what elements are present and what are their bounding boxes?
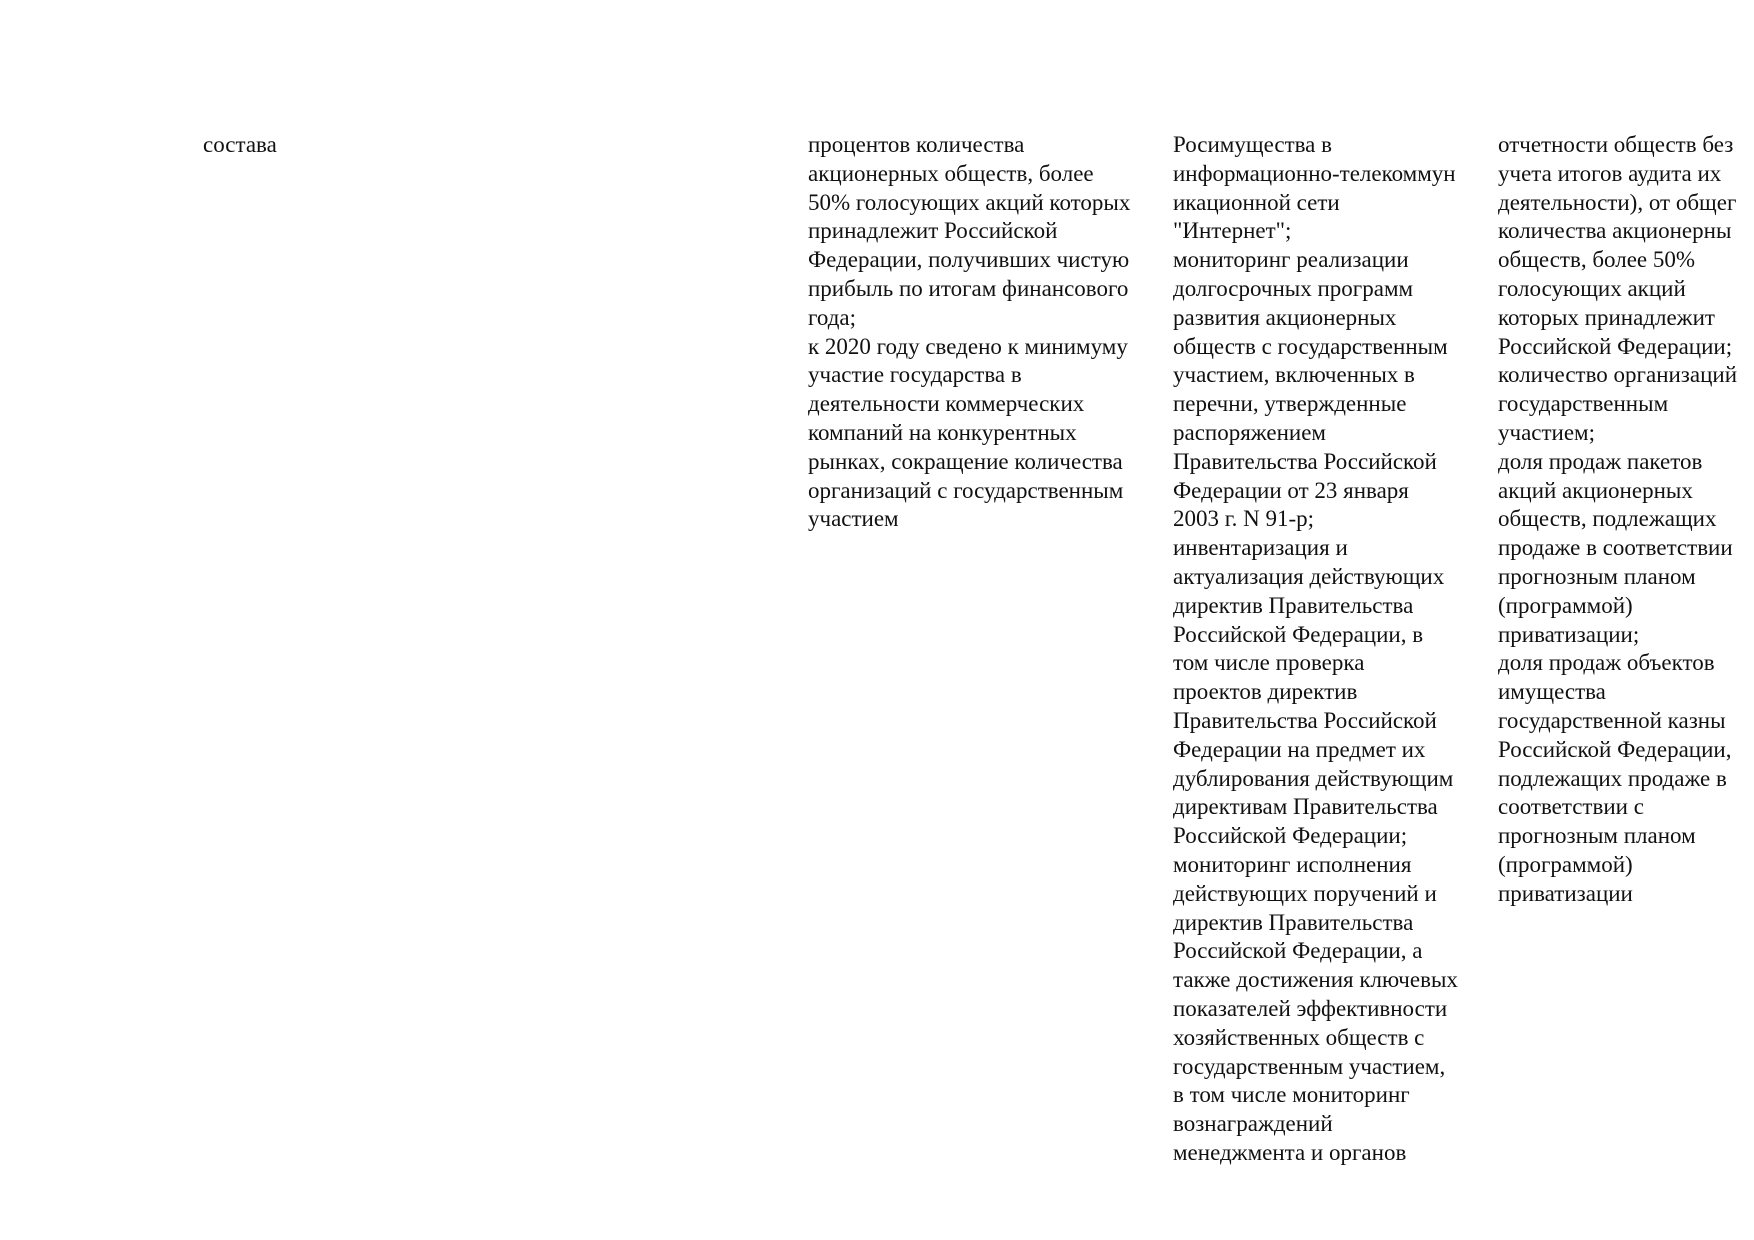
text-line: обществ, более 50% [1498, 247, 1696, 273]
text-line: имущества [1498, 679, 1606, 705]
text-line: хозяйственных обществ с [1173, 1024, 1425, 1050]
text-line: Российской Федерации, [1498, 736, 1732, 762]
text-line: Федерации от 23 января [1173, 477, 1409, 503]
text-line: том числе проверка [1173, 650, 1365, 676]
text-line: мониторинг исполнения [1173, 851, 1412, 877]
text-line: икационной сети [1173, 189, 1340, 215]
text-line: государственной казны [1498, 707, 1726, 733]
text-line: состава [203, 132, 277, 157]
text-line: проектов директив [1173, 679, 1358, 705]
text-line: участием, включенных в [1173, 362, 1415, 388]
text-line: показателей эффективности [1173, 995, 1448, 1021]
text-line: Российской Федерации; [1498, 333, 1733, 359]
text-line: соответствии с [1498, 794, 1644, 820]
text-line: Федерации на предмет их [1173, 736, 1426, 762]
text-line: 2003 г. N 91-р; [1173, 506, 1314, 532]
text-line: Росимущества в [1173, 132, 1332, 157]
text-line: прогнозным планом [1498, 563, 1696, 589]
text-line: государственным участием, [1173, 1053, 1446, 1079]
table-cell-column-4 [1498, 131, 1754, 909]
text-line: "Интернет"; [1173, 218, 1292, 244]
text-line: вознаграждений [1173, 1111, 1333, 1137]
text-line: доля продаж объектов [1498, 650, 1715, 676]
text-line: продаже в соответствии [1498, 535, 1733, 561]
text-line: директив Правительства [1173, 592, 1414, 618]
text-line: Федерации, получивших чистую [808, 247, 1130, 273]
text-line: Российской Федерации; [1173, 823, 1408, 849]
text-line: Российской Федерации, в [1173, 621, 1424, 647]
text-line: мониторинг реализации [1173, 247, 1409, 273]
text-line: Правительства Российской [1173, 707, 1437, 733]
text-line: долгосрочных программ [1173, 275, 1414, 301]
text-line: Российской Федерации, а [1173, 938, 1423, 964]
text-line: отчетности обществ без [1498, 132, 1734, 157]
text-line: директивам Правительства [1173, 794, 1438, 820]
text-line: организаций с государственным [808, 477, 1124, 503]
text-line: учета итогов аудита их [1498, 160, 1722, 186]
table-cell-column-2 [808, 131, 1168, 534]
text-line: участие государства в [808, 362, 1022, 388]
text-line: обществ, подлежащих [1498, 506, 1717, 532]
text-line: (программой) [1498, 851, 1633, 877]
text-line: процентов количества [808, 132, 1025, 157]
text-line: Правительства Российской [1173, 448, 1437, 474]
text-line: доля продаж пакетов [1498, 448, 1703, 474]
text-line: рынках, сокращение количества [808, 448, 1123, 474]
text-line: в том числе мониторинг [1173, 1082, 1410, 1108]
text-line: менеджмента и органов [1173, 1139, 1407, 1165]
text-line: приватизации; [1498, 621, 1640, 647]
text-line: количества акционерны [1498, 218, 1732, 244]
text-line: (программой) [1498, 592, 1633, 618]
text-line: которых принадлежит [1498, 304, 1715, 330]
text-line: акционерных обществ, более [808, 160, 1094, 186]
table-cell-column-1 [203, 131, 763, 160]
text-line: прогнозным планом [1498, 823, 1696, 849]
text-line: количество организаций [1498, 362, 1738, 388]
text-line: обществ с государственным [1173, 333, 1448, 359]
text-line: года; [808, 304, 856, 330]
text-line: развития акционерных [1173, 304, 1397, 330]
text-line: голосующих акций [1498, 275, 1686, 301]
text-line: также достижения ключевых [1173, 967, 1458, 993]
text-line: прибыль по итогам финансового [808, 275, 1129, 301]
text-line: акций акционерных [1498, 477, 1693, 503]
text-line: государственным [1498, 391, 1669, 417]
text-line: инвентаризация и [1173, 535, 1348, 561]
text-line: деятельности коммерческих [808, 391, 1085, 417]
text-line: актуализация действующих [1173, 563, 1445, 589]
text-line: информационно-телекоммун [1173, 160, 1456, 186]
text-line: действующих поручений и [1173, 880, 1437, 906]
text-line: участием [808, 506, 899, 532]
text-line: перечни, утвержденные [1173, 391, 1407, 417]
text-line: участием; [1498, 419, 1595, 445]
text-line: к 2020 году сведено к минимуму [808, 333, 1128, 359]
table-cell-column-3 [1173, 131, 1493, 1168]
text-line: подлежащих продаже в [1498, 765, 1727, 791]
text-line: 50% голосующих акций которых [808, 189, 1131, 215]
text-line: деятельности), от общег [1498, 189, 1737, 215]
text-line: директив Правительства [1173, 909, 1414, 935]
text-line: приватизации [1498, 880, 1633, 906]
text-line: распоряжением [1173, 419, 1326, 445]
text-line: компаний на конкурентных [808, 419, 1077, 445]
text-line: дублирования действующим [1173, 765, 1454, 791]
text-line: принадлежит Российской [808, 218, 1058, 244]
